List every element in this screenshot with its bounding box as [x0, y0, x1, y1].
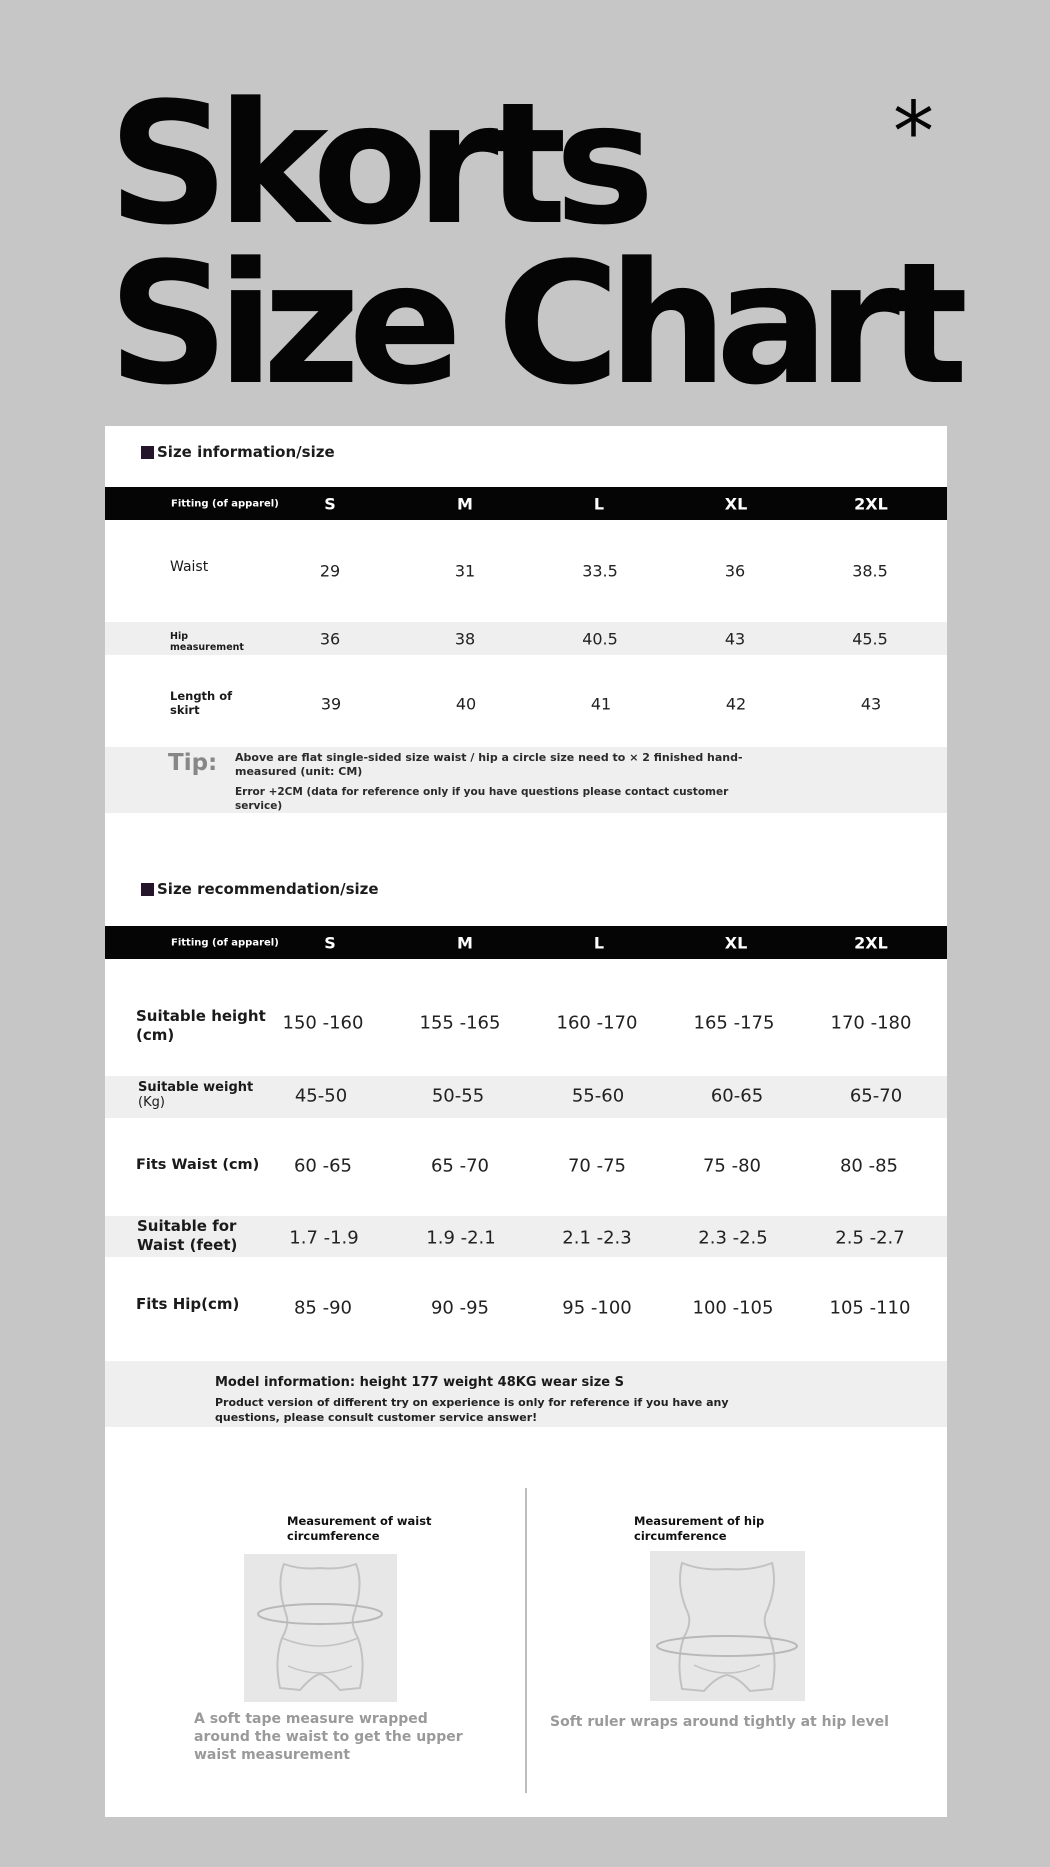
- row-label-weight: [138, 1080, 253, 1110]
- table-cell: 1.9 -2.1: [426, 1227, 496, 1249]
- bullet-square-icon: [141, 446, 154, 459]
- header-size-l: L: [593, 933, 605, 953]
- table-cell: 75 -80: [702, 1155, 762, 1177]
- table-cell: 38: [454, 629, 476, 649]
- table-cell: 40: [455, 694, 477, 714]
- header-size-l: L: [593, 494, 605, 514]
- header-label: Fitting (of apparel): [171, 937, 279, 948]
- header-size-m: M: [457, 933, 473, 953]
- size-rec-heading-text: Size recommendation/size: [157, 880, 379, 898]
- table-cell: 33.5: [582, 561, 618, 581]
- row-label-waist: Waist: [170, 559, 209, 575]
- bullet-square-icon: [141, 883, 154, 896]
- asterisk-mark: *: [893, 85, 934, 180]
- row-label-waist-feet: [137, 1217, 237, 1255]
- table-cell: 29: [319, 561, 341, 581]
- model-note: Product version of different try on experience is only for reference if you have any questions, please consult customer service answer!: [215, 1396, 729, 1424]
- row-label-fits-hip: Fits Hip(cm): [136, 1295, 240, 1313]
- tip-line-1: Above are flat single-sided size waist / hip a circle size need to × 2 finished hand-measured (unit: CM): [235, 751, 743, 778]
- table-cell: 155 -165: [419, 1012, 501, 1034]
- table-cell: 65-70: [849, 1085, 903, 1107]
- table-cell: 55-60: [571, 1085, 625, 1107]
- table-cell: 100 -105: [692, 1297, 774, 1319]
- table-cell: 42: [725, 694, 747, 714]
- table-cell: 38.5: [852, 561, 888, 581]
- row-label-height: [136, 1007, 266, 1045]
- model-info: Model information: height 177 weight 48KG wear size S: [215, 1375, 625, 1390]
- table-cell: 43: [860, 694, 882, 714]
- table-cell: 90 -95: [430, 1297, 490, 1319]
- table-cell: 85 -90: [293, 1297, 353, 1319]
- waist-measure-title: Measurement of waist circumference: [287, 1514, 432, 1543]
- table-cell: 36: [319, 629, 341, 649]
- table-cell: 45.5: [852, 629, 888, 649]
- row-label-line: Length of: [170, 689, 233, 703]
- row-label-length: [170, 689, 232, 717]
- table-cell: 45-50: [294, 1085, 348, 1107]
- hip-caption: Soft ruler wraps around tightly at hip level: [550, 1714, 889, 1730]
- table-cell: 1.7 -1.9: [289, 1227, 359, 1249]
- table-cell: 2.1 -2.3: [562, 1227, 632, 1249]
- tip-line-2: Error +2CM (data for reference only if you have questions please contact customer service): [235, 786, 729, 812]
- header-size-m: M: [457, 494, 473, 514]
- table-cell: 40.5: [582, 629, 618, 649]
- row-label-line: skirt: [170, 703, 200, 717]
- row-label-fits-waist: Fits Waist (cm): [136, 1157, 260, 1173]
- table-cell: 60-65: [710, 1085, 764, 1107]
- table-cell: 36: [724, 561, 746, 581]
- title-line-1: Skorts: [108, 66, 643, 262]
- table-cell: 2.3 -2.5: [698, 1227, 768, 1249]
- waist-torso-icon: [244, 1554, 397, 1702]
- row-label-line: (cm): [136, 1026, 175, 1044]
- table-cell: 60 -65: [293, 1155, 353, 1177]
- measure-divider: [525, 1488, 527, 1793]
- table-cell: 170 -180: [830, 1012, 912, 1034]
- tip-label: Tip:: [168, 750, 218, 776]
- table-cell: 95 -100: [562, 1297, 632, 1319]
- title-line-2: Size Chart: [108, 226, 957, 422]
- row-label-line: (Kg): [138, 1095, 165, 1110]
- waist-figure-image: [244, 1554, 397, 1702]
- table-cell: 65 -70: [430, 1155, 490, 1177]
- hip-figure-image: [650, 1551, 805, 1701]
- size-chart-card: [105, 426, 947, 1817]
- row-label-line: Hip: [170, 631, 189, 642]
- size-rec-header: [105, 926, 947, 959]
- table-cell: 150 -160: [282, 1012, 364, 1034]
- row-label-line: Suitable height: [136, 1007, 266, 1025]
- table-cell: 31: [454, 561, 476, 581]
- size-info-heading: [141, 443, 335, 461]
- row-label-line: Waist (feet): [137, 1236, 238, 1254]
- row-label-line: measurement: [170, 642, 244, 653]
- header-size-2xl: 2XL: [854, 494, 888, 514]
- table-cell: 80 -85: [839, 1155, 899, 1177]
- row-label-hip: [170, 631, 244, 653]
- header-label: Fitting (of apparel): [171, 498, 279, 509]
- row-label-line: Suitable weight: [138, 1080, 254, 1095]
- table-cell: 165 -175: [693, 1012, 775, 1034]
- table-cell: 70 -75: [567, 1155, 627, 1177]
- table-cell: 2.5 -2.7: [835, 1227, 905, 1249]
- hip-measure-title: Measurement of hip circumference: [634, 1514, 765, 1543]
- header-size-s: S: [324, 494, 336, 514]
- size-info-header: [105, 487, 947, 520]
- row-label-line: Suitable for: [137, 1217, 237, 1235]
- table-cell: 105 -110: [829, 1297, 911, 1319]
- size-rec-heading: [141, 880, 379, 898]
- hip-torso-icon: [650, 1551, 805, 1701]
- header-size-s: S: [324, 933, 336, 953]
- size-info-heading-text: Size information/size: [157, 443, 335, 461]
- header-size-2xl: 2XL: [854, 933, 888, 953]
- table-cell: 50-55: [431, 1085, 485, 1107]
- table-cell: 43: [724, 629, 746, 649]
- table-cell: 160 -170: [556, 1012, 638, 1034]
- waist-caption: A soft tape measure wrapped around the waist to get the upper waist measurement: [194, 1711, 463, 1763]
- table-cell: 41: [590, 694, 612, 714]
- header-size-xl: XL: [724, 933, 748, 953]
- table-cell: 39: [320, 694, 342, 714]
- header-size-xl: XL: [724, 494, 748, 514]
